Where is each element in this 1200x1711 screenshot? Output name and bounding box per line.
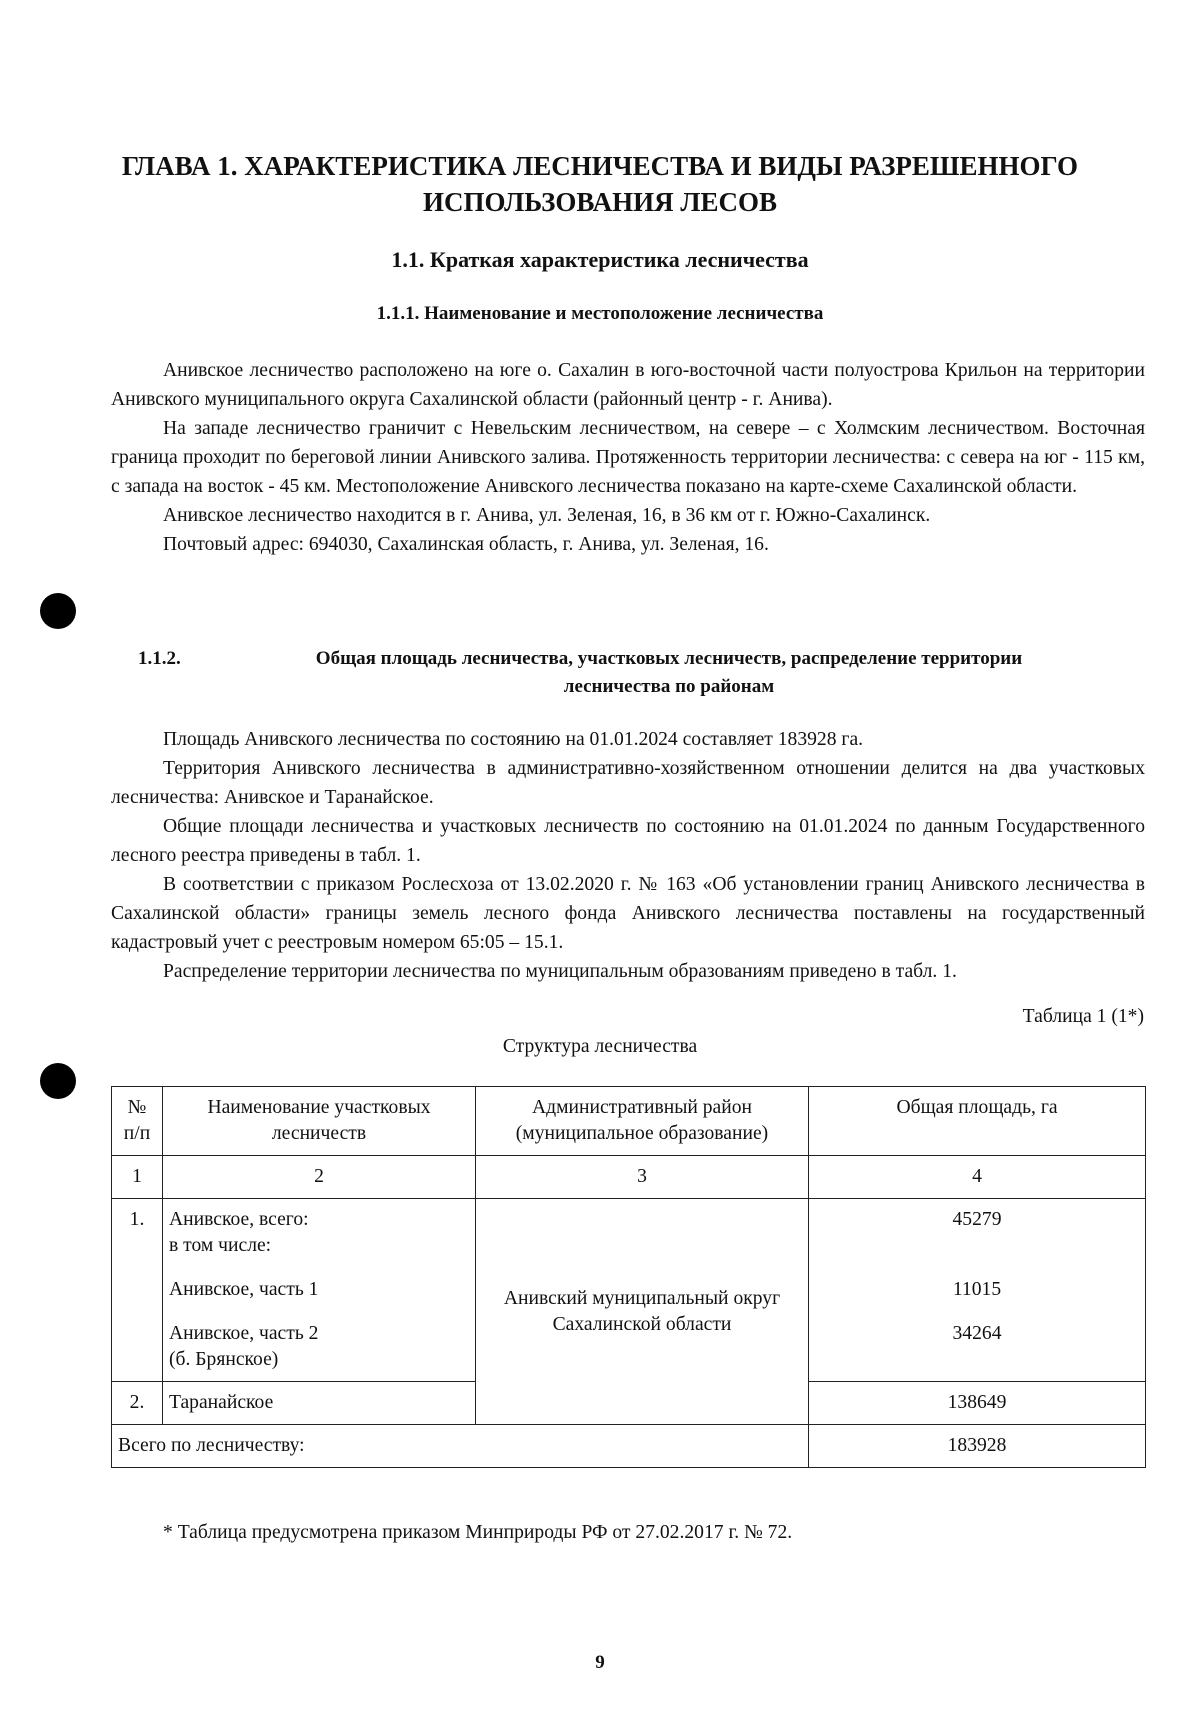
col-number: 2	[163, 1156, 476, 1199]
row-area: 138649	[809, 1382, 1146, 1425]
section-heading-1-1: 1.1. Краткая характеристика лесничества	[391, 247, 809, 272]
name-part1: Анивское, часть 1	[169, 1279, 319, 1300]
row-name	[163, 1199, 476, 1382]
col-number: 4	[809, 1156, 1146, 1199]
section-title-line2: лесничества по районам	[563, 676, 775, 697]
total-area: 183928	[809, 1425, 1146, 1468]
name-part2: Анивское, часть 2	[169, 1323, 319, 1344]
section-heading-1-1-1: 1.1.1. Наименование и местоположение лесничества	[376, 303, 824, 324]
area-part1: 11015	[952, 1279, 1002, 1300]
name-including: в том числе:	[169, 1235, 272, 1256]
column-number-row	[112, 1156, 1146, 1199]
header-region: Административный район (муниципальное образование)	[476, 1087, 809, 1156]
paragraph: Анивское лесничество находится в г. Анива, ул. Зеленая, 16, в 36 км от г. Южно-Сахалинск.	[163, 505, 931, 526]
chapter-title-line1: ГЛАВА 1. ХАРАКТЕРИСТИКА ЛЕСНИЧЕСТВА И ВИДЫ РАЗРЕШЕННОГО	[121, 151, 1079, 181]
row-num: 2.	[112, 1382, 163, 1425]
col-number: 3	[476, 1156, 809, 1199]
table-title: Структура лесничества	[502, 1036, 698, 1057]
paragraph: Площадь Анивского лесничества по состоянию на 01.01.2024 составляет 183928 га.	[163, 729, 864, 750]
paragraph: Почтовый адрес: 694030, Сахалинская область, г. Анива, ул. Зеленая, 16.	[163, 534, 769, 555]
area-part2: 34264	[952, 1323, 1002, 1344]
region-cell: Анивский муниципальный округ Сахалинской области	[476, 1199, 809, 1425]
paragraph: Территория Анивского лесничества в административно-хозяйственном отношении делится на два участковых лесничества: Анивское и Таранайское.	[111, 758, 1145, 808]
row-area	[809, 1199, 1146, 1382]
name-total: Анивское, всего:	[169, 1209, 309, 1230]
section-title-line1: Общая площадь лесничества, участковых лесничеств, распределение территории	[315, 648, 1023, 669]
area-total: 45279	[952, 1209, 1002, 1230]
section-1-1-2-body	[111, 725, 1145, 986]
col-number: 1	[112, 1156, 163, 1199]
header-name: Наименование участковых лесничеств	[163, 1087, 476, 1156]
name-part2-note: (б. Брянское)	[169, 1349, 279, 1370]
punch-hole-top	[40, 593, 76, 629]
section-heading-1-1-2	[138, 645, 1128, 701]
punch-hole-bottom	[40, 1063, 76, 1099]
paragraph: Анивское лесничество расположено на юге о. Сахалин в юго-восточной части полуострова Крильон на территории Анивского муниципального округа Сахалинской области (районный центр - г. Анива).	[111, 360, 1145, 410]
header-area: Общая площадь, га	[809, 1087, 1146, 1156]
structure-table	[111, 1086, 1146, 1468]
row-name: Таранайское	[163, 1382, 476, 1425]
table-total-row	[112, 1425, 1146, 1468]
table-label: Таблица 1 (1*)	[1022, 1006, 1144, 1027]
table-footnote: * Таблица предусмотрена приказом Минприроды РФ от 27.02.2017 г. № 72.	[163, 1522, 793, 1543]
section-number: 1.1.2.	[138, 648, 181, 669]
table-row	[112, 1199, 1146, 1382]
paragraph: Распределение территории лесничества по муниципальным образованиям приведено в табл. 1.	[163, 961, 957, 982]
paragraph: На западе лесничество граничит с Невельским лесничеством, на севере – с Холмским лесничеством. Восточная граница проходит по береговой линии Анивского залива. Протяженность территории лесничества: с севера на юг - 115 км, с запада на восток - 45 км. Местоположение Анивского лесничества показано на карте-схеме Сахалинской области.	[111, 418, 1145, 497]
chapter-title	[100, 148, 1100, 220]
paragraph: В соответствии с приказом Рослесхоза от 13.02.2020 г. № 163 «Об установлении границ Анивского лесничества в Сахалинской области» границы земель лесного фонда Анивского лесничества поставлены на государственный кадастровый учет с реестровым номером 65:05 – 15.1.	[111, 874, 1145, 953]
table-header-row	[112, 1087, 1146, 1156]
total-label: Всего по лесничеству:	[112, 1425, 809, 1468]
paragraph: Общие площади лесничества и участковых лесничеств по состоянию на 01.01.2024 по данным Государственного лесного реестра приведены в табл. 1.	[111, 816, 1145, 866]
page-number: 9	[595, 1652, 605, 1673]
header-num: № п/п	[112, 1087, 163, 1156]
chapter-title-line2: ИСПОЛЬЗОВАНИЯ ЛЕСОВ	[422, 187, 778, 217]
section-1-1-1-body	[111, 356, 1145, 559]
row-num: 1.	[112, 1199, 163, 1382]
